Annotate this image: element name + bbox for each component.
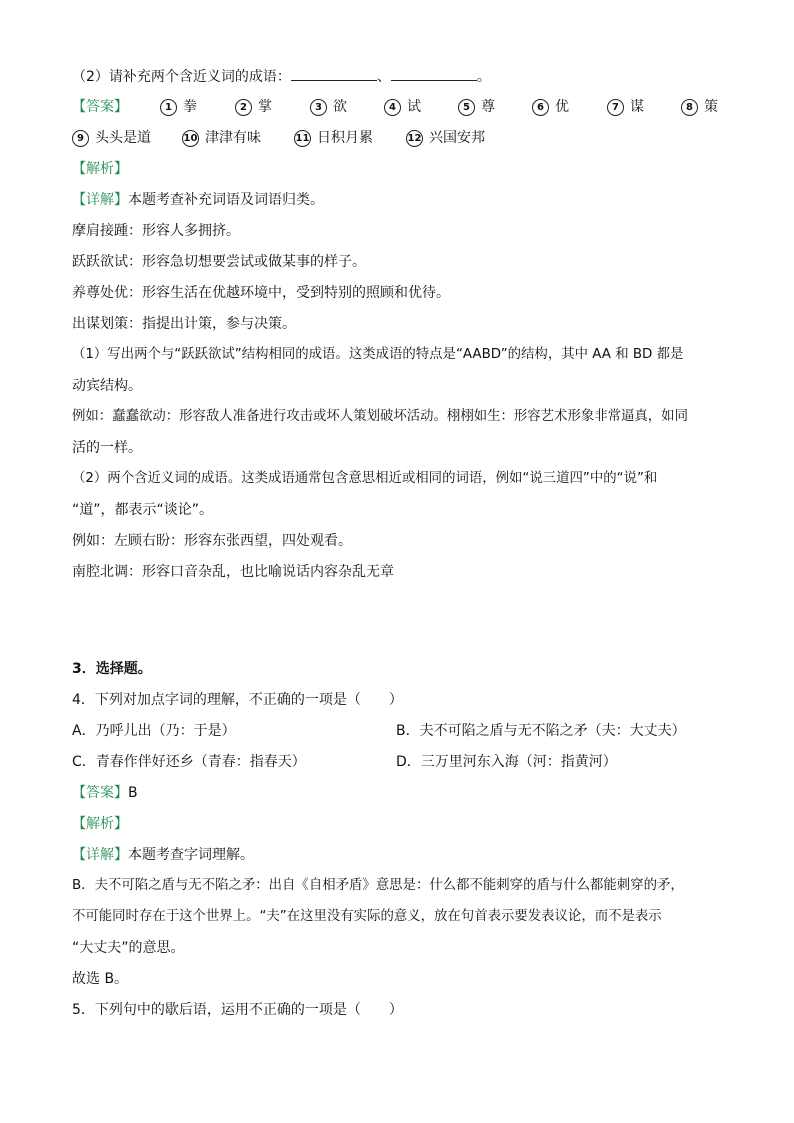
answer-item [182, 128, 261, 148]
answer-row-1 [72, 97, 732, 117]
answer-item [160, 97, 197, 117]
paragraph-line: “大丈夫”的意思。 [72, 940, 185, 956]
analysis-tag: 【解析】 [72, 161, 128, 177]
q2-separator: 、 [376, 69, 391, 85]
circle-number: 5 [458, 99, 475, 116]
paragraph-line: “道”，都表示“谈论”。 [72, 502, 214, 518]
answer-item [310, 97, 347, 117]
answer-item [235, 97, 272, 117]
circle-number: 3 [310, 99, 327, 116]
paragraph-line: （2）两个含近义词的成语。这类成语通常包含意思相近或相同的词语，例如“说三道四”中的“说”和 [72, 471, 658, 486]
circle-number: 6 [532, 99, 549, 116]
analysis-tag: 【解析】 [72, 816, 128, 832]
q2-end: 。 [476, 69, 491, 85]
detail-tag: 【详解】 [72, 192, 128, 208]
paragraph-line: 故选 B。 [72, 971, 129, 987]
question-stem: 4．下列对加点字词的理解，不正确的一项是（ ） [72, 692, 403, 708]
circle-number: 8 [681, 99, 698, 116]
option-c[interactable]: C．青春作伴好还乡（青春：指春天） [72, 754, 306, 770]
answer-text: 拳 [183, 99, 197, 115]
q2-prompt [72, 66, 491, 87]
section-heading: 3．选择题。 [72, 661, 152, 677]
q4-answer: B [128, 785, 138, 801]
q2-prompt-text: （2）请补充两个含近义词的成语： [72, 69, 291, 85]
answer-text: 头头是道 [95, 130, 151, 146]
paragraph-line: 出谋划策：指提出计策，参与决策。 [72, 316, 296, 332]
answer-tag: 【答案】 [72, 99, 128, 115]
option-b[interactable]: B．夫不可陷之盾与无不陷之矛（夫：大丈夫） [396, 723, 686, 739]
circle-number: 1 [160, 99, 177, 116]
blank-2[interactable] [391, 66, 477, 81]
option-a[interactable]: A．乃呼儿出（乃：于是） [72, 723, 236, 739]
answer-item [607, 97, 644, 117]
blank-1[interactable] [291, 66, 377, 81]
circle-number: 12 [406, 130, 423, 147]
paragraph-line: 跃跃欲试：形容急切想要尝试或做某事的样子。 [72, 254, 366, 270]
paragraph-line: B．夫不可陷之盾与无不陷之矛：出自《自相矛盾》意思是：什么都不能刺穿的盾与什么都能刺穿的矛， [72, 878, 684, 893]
answer-item [458, 97, 495, 117]
answer-item [532, 97, 569, 117]
paragraph-line: 例如：蠢蠢欲动：形容敌人准备进行攻击或坏人策划破坏活动。栩栩如生：形容艺术形象非常逼真，如同 [72, 409, 688, 424]
paragraph-line: 摩肩接踵：形容人多拥挤。 [72, 223, 240, 239]
answer-text: 尊 [481, 99, 495, 115]
answer-item [294, 128, 373, 148]
paragraph-line: 南腔北调：形容口音杂乱，也比喻说话内容杂乱无章 [72, 564, 394, 580]
question-stem: 5．下列句中的歇后语，运用不正确的一项是（ ） [72, 1002, 403, 1018]
circle-number: 4 [384, 99, 401, 116]
answer-item [406, 128, 485, 148]
answer-text: 策 [704, 99, 718, 115]
q4-answer-line [72, 783, 138, 803]
detail-line [72, 845, 254, 865]
answer-text: 掌 [258, 99, 272, 115]
paragraph-line: 活的一样。 [72, 440, 142, 456]
detail-text: 本题考查字词理解。 [128, 847, 254, 863]
answer-item [72, 128, 151, 148]
circle-number: 9 [72, 130, 89, 147]
answer-text: 兴国安邦 [429, 130, 485, 146]
circle-number: 7 [607, 99, 624, 116]
paragraph-line: 动宾结构。 [72, 378, 142, 394]
answer-text: 试 [407, 99, 421, 115]
answer-text: 日积月累 [317, 130, 373, 146]
answer-text: 优 [555, 99, 569, 115]
paragraph-line: 例如：左顾右盼：形容东张西望，四处观看。 [72, 533, 352, 549]
answer-text: 欲 [333, 99, 347, 115]
detail-text: 本题考查补充词语及词语归类。 [128, 192, 324, 208]
answer-text: 津津有味 [205, 130, 261, 146]
answer-tag: 【答案】 [72, 785, 128, 801]
paragraph-line: 养尊处优：形容生活在优越环境中，受到特别的照顾和优待。 [72, 285, 450, 301]
detail-line [72, 190, 324, 210]
answer-item [681, 97, 718, 117]
circle-number: 10 [182, 130, 199, 147]
circle-number: 11 [294, 130, 311, 147]
answer-text: 谋 [630, 99, 644, 115]
answer-row-2 [72, 128, 732, 148]
paragraph-line: （1）写出两个与“跃跃欲试”结构相同的成语。这类成语的特点是“AABD”的结构，其中 AA 和 BD 都是 [72, 347, 684, 362]
paragraph-line: 不可能同时存在于这个世界上。“夫”在这里没有实际的意义，放在句首表示要发表议论，而不是表示 [72, 909, 662, 924]
detail-tag: 【详解】 [72, 847, 128, 863]
option-d[interactable]: D．三万里河东入海（河：指黄河） [396, 754, 617, 770]
circle-number: 2 [235, 99, 252, 116]
answer-item [384, 97, 421, 117]
